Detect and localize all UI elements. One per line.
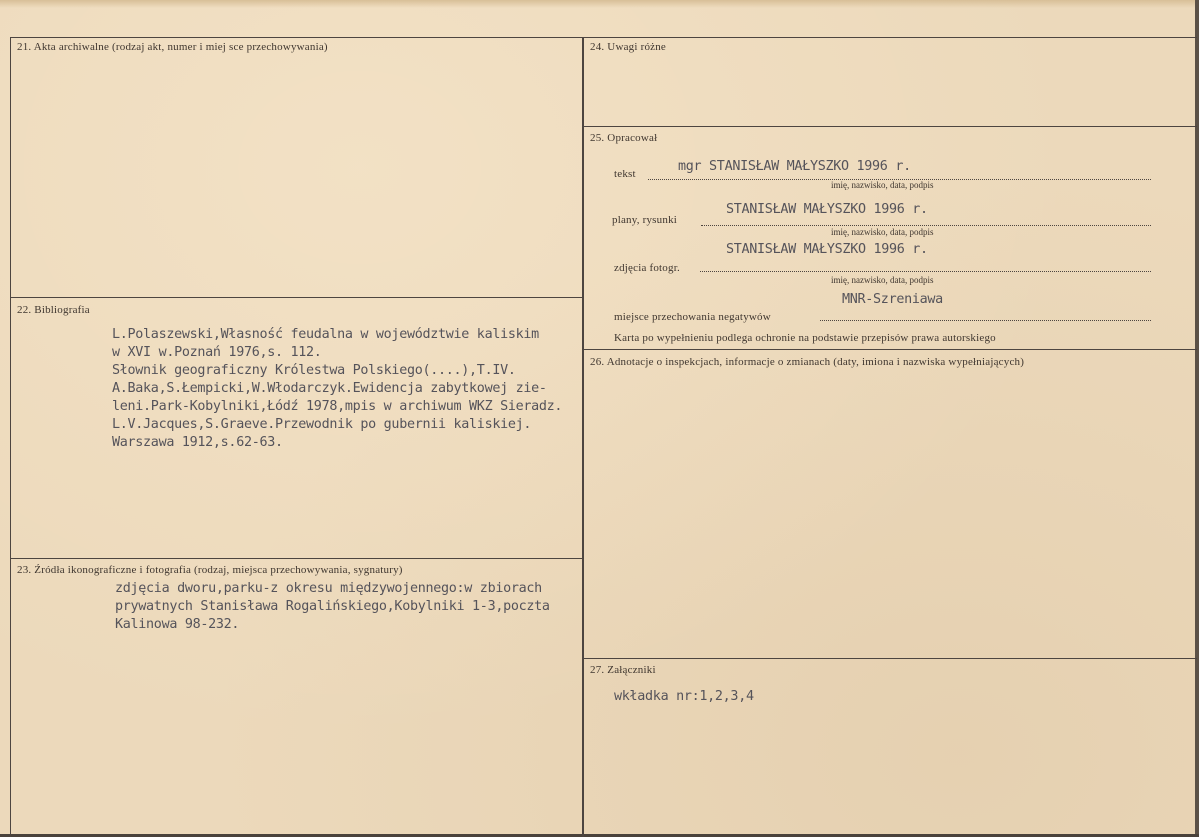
attachments-value: wkładka nr:1,2,3,4 [614,689,754,704]
tekst-label: tekst [614,168,636,180]
plany-caption: imię, nazwisko, data, podpis [831,227,934,237]
zdjecia-label: zdjęcia fotogr. [614,262,680,274]
plany-dotted-line [701,225,1151,226]
tekst-value: mgr STANISŁAW MAŁYSZKO 1996 r. [678,159,911,174]
iconography-text [115,580,550,634]
top-rule [10,37,1197,38]
zdjecia-value: STANISŁAW MAŁYSZKO 1996 r. [726,242,928,257]
zdjecia-caption: imię, nazwisko, data, podpis [831,275,934,285]
section-22-label: 22. Bibliografia [17,304,90,316]
center-divider [582,37,584,837]
rule-21-22 [10,297,583,298]
section-26-label: 26. Adnotacje o inspekcjach, informacje o zmianach (daty, imiona i nazwiska wypełniających) [590,356,1025,368]
negatywy-label: miejsce przechowania negatywów [614,311,771,323]
iconography-line: prywatnych Stanisława Rogalińskiego,Kobylniki 1-3,poczta [115,599,550,614]
negatywy-value: MNR-Szreniawa [842,292,943,307]
plany-label: plany, rysunki [612,214,678,226]
bibliography-line: L.Polaszewski,Własność feudalna w województwie kaliskim [112,327,539,342]
section-24-label: 24. Uwagi różne [590,41,667,53]
bibliography-text [112,326,562,452]
paper-edge-top [0,0,1199,8]
bibliography-line: leni.Park-Kobylniki,Łódź 1978,mpis w archiwum WKZ Sieradz. [112,399,563,414]
iconography-line: Kalinowa 98-232. [115,617,240,632]
negatywy-dotted-line [820,320,1151,321]
plany-value: STANISŁAW MAŁYSZKO 1996 r. [726,202,928,217]
iconography-line: zdjęcia dworu,parku-z okresu międzywojennego:w zbiorach [115,581,542,596]
bibliography-line: L.V.Jacques,S.Graeve.Przewodnik po gubernii kaliskiej. [112,417,532,432]
copyright-note: Karta po wypełnieniu podlega ochronie na podstawie przepisów prawa autorskiego [614,332,996,344]
rule-22-23 [10,558,583,559]
left-border [10,37,11,837]
bibliography-line: A.Baka,S.Łempicki,W.Włodarczyk.Ewidencja zabytkowej zie- [112,381,547,396]
rule-24-25 [583,126,1197,127]
section-25-label: 25. Opracował [590,132,658,144]
rule-25-26 [583,349,1197,350]
section-23-label: 23. Źródła ikonograficzne i fotografia (rodzaj, miejsca przechowywania, sygnatury) [17,564,403,576]
tekst-caption: imię, nazwisko, data, podpis [831,180,934,190]
section-21-label: 21. Akta archiwalne (rodzaj akt, numer i miej sce przechowywania) [17,41,328,53]
bibliography-line: w XVI w.Poznań 1976,s. 112. [112,345,322,360]
bibliography-line: Warszawa 1912,s.62-63. [112,435,283,450]
bibliography-line: Słownik geograficzny Królestwa Polskiego(....),T.IV. [112,363,516,378]
section-27-label: 27. Załączniki [590,664,656,676]
zdjecia-dotted-line [700,271,1151,272]
rule-26-27 [583,658,1197,659]
